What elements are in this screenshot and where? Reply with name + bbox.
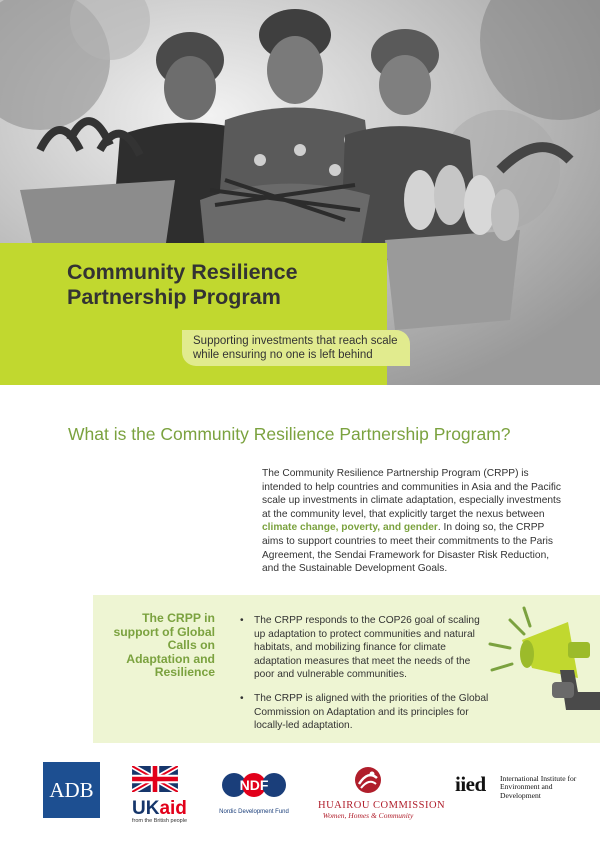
tagline-line-2: while ensuring no one is left behind — [193, 349, 373, 361]
global-calls-list — [240, 614, 490, 743]
ukaid-wordmark — [132, 798, 187, 819]
ndf-mark-icon — [221, 768, 287, 802]
page-title-line-1: Community Resilience — [67, 260, 298, 284]
huairou-tagline: Women, Homes & Community — [322, 811, 414, 820]
huairou-emblem-icon — [354, 766, 382, 794]
list-item: • The CRPP responds to the COP26 goal of scaling up adaptation to protect communities and natural habitats, and mobilizing finance for climate adaptation measures that meet the needs of the poor and vulnerable communities. — [240, 614, 490, 682]
tagline-line-1: Supporting investments that reach scale — [193, 335, 398, 347]
huairou-commission-logo — [318, 766, 446, 820]
huairou-name: HUAIROU COMMISSION — [318, 800, 446, 811]
list-item: • The CRPP is aligned with the priorities of the Global Commission on Adaptation and its principles for locally-led adaptation. — [240, 692, 490, 733]
ndf-mark-text: NDF — [239, 777, 269, 793]
intro-paragraph — [262, 467, 562, 576]
intro-highlight: climate change, poverty, and gender — [262, 522, 438, 534]
page-title-line-2: Partnership Program — [67, 285, 281, 309]
intro-text-end: . In doing so, the CRPP aims to support countries to meet their commitments to the Paris Agreement, the Sendai Framework for Disaster Risk Reduction, and the Sustainable Development Goals. — [262, 522, 554, 575]
tagline — [193, 334, 403, 362]
adb-logo: ADB — [43, 762, 100, 818]
page-title — [67, 260, 387, 310]
ndf-logo — [214, 768, 294, 815]
ukaid-uk: UK — [132, 798, 160, 819]
section-heading: What is the Community Resilience Partnership Program? — [68, 424, 511, 444]
iied-name: International Institute for Environment and Development — [500, 774, 577, 800]
intro-text-start: The Community Resilience Partnership Program (CRPP) is intended to help countries and communities in Asia and the Pacific scale up investments in climate adaptation, especially investments at the community level, that explicitly target the nexus between — [262, 468, 562, 520]
ukaid-logo — [132, 766, 188, 824]
ukaid-tagline: from the British people — [132, 818, 188, 824]
iied-wordmark: iied — [455, 772, 486, 796]
ndf-name: Nordic Development Fund — [219, 809, 289, 815]
megaphone-icon — [482, 600, 600, 710]
union-jack-icon — [132, 766, 178, 792]
ukaid-aid: aid — [159, 798, 187, 819]
global-calls-title: The CRPP in support of Global Calls on Adaptation and Resilience — [113, 611, 215, 680]
